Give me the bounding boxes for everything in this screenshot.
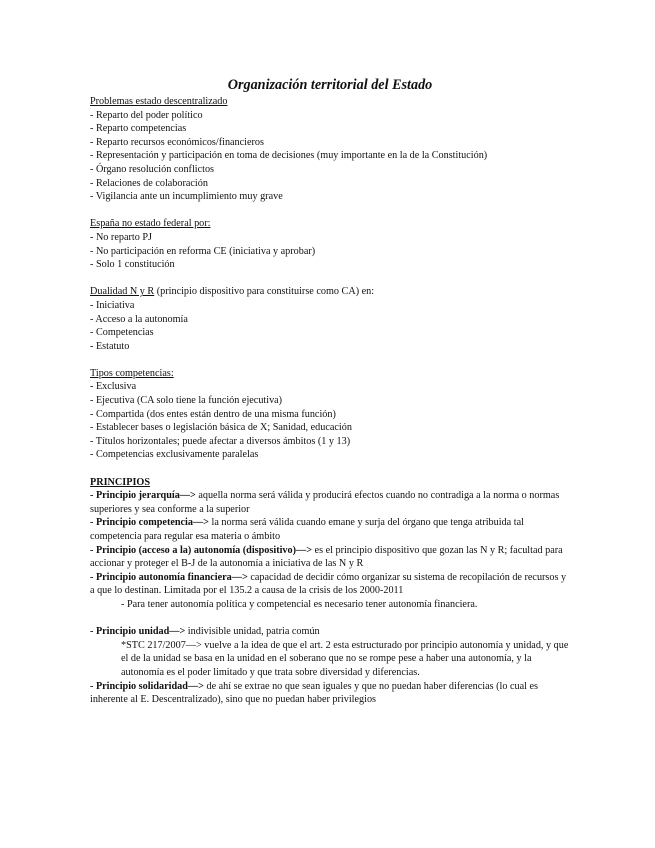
section-heading-tipos: Tipos competencias:: [90, 367, 174, 379]
section-heading-dualidad: Dualidad N y R: [90, 286, 155, 298]
list-espana: [90, 231, 570, 272]
document-page: [90, 76, 570, 707]
principle-label: - Principio autonomía financiera—>: [90, 571, 248, 583]
list-item: - Exclusiva: [90, 381, 137, 393]
list-item: - Iniciativa: [90, 299, 135, 311]
principle-autonomia: [90, 544, 570, 571]
list-item: - Competencias exclusivamente paralelas: [90, 449, 259, 461]
section-heading-espana: España no estado federal por:: [90, 218, 211, 230]
list-item: - Estatuto: [90, 340, 130, 352]
principle-label: - Principio (acceso a la) autonomía (dispositivo)—>: [90, 544, 312, 556]
spacer: [90, 462, 570, 476]
principle-label: - Principio jerarquía—>: [90, 490, 196, 502]
list-item: - Solo 1 constitución: [90, 259, 175, 271]
section-heading-dualidad-line: [90, 285, 570, 299]
principle-text: aquella norma será válida y producirá efectos cuando no contradiga a la norma o normas superiores y sea conforme a la superior: [90, 490, 560, 515]
section-heading-problemas: Problemas estado descentralizado: [90, 96, 228, 107]
spacer: [90, 272, 570, 286]
principle-text: de ahí se extrae no que sean iguales y que no puedan haber diferencias (lo cual es inherente al E. Descentralizado), sino que no puedan haber privilegios: [90, 680, 538, 706]
list-item: - Reparto del poder político: [90, 109, 203, 121]
list-subitem: - Establecer bases o legislación básica de X; Sanidad, educación: [90, 422, 352, 434]
list-item: - Competencias: [90, 327, 154, 339]
spacer: [90, 612, 570, 626]
list-item: - Relaciones de colaboración: [90, 177, 208, 189]
section-heading-principios: PRINCIPIOS: [90, 476, 151, 488]
spacer: [90, 204, 570, 218]
principle-solidaridad: [90, 680, 570, 707]
list-dualidad: [90, 299, 570, 353]
principle-text: indivisible unidad, patria común: [185, 626, 320, 638]
principle-competencia: [90, 516, 570, 543]
principle-text: la norma será válida cuando emane y surja del órgano que tenga atribuida tal competencia para regular esa materia o ámbito: [90, 517, 524, 542]
principle-jerarquia: [90, 489, 570, 516]
list-item: - No participación en reforma CE (iniciativa y aprobar): [90, 245, 316, 257]
principle-label: - Principio solidaridad—>: [90, 680, 204, 692]
list-item: - Compartida (dos entes están dentro de una misma función): [90, 408, 336, 420]
principle-autonomia-financiera: [90, 571, 570, 598]
principle-subnote: *STC 217/2007—> vuelve a la idea de que el art. 2 esta estructurado por principio autonomía y unidad, y que el de la unidad se basa en la unidad en el soberano que no se rompe pese a haber una autonomía, y la autonomía es el poder limitado y que trata sobre diversidad y diferencias.: [121, 639, 569, 678]
spacer: [90, 353, 570, 367]
list-item: - Acceso a la autonomía: [90, 313, 188, 325]
list-item: - Vigilancia ante un incumplimiento muy grave: [90, 191, 283, 203]
principle-label: - Principio unidad—>: [90, 626, 186, 638]
list-tipos: [90, 380, 570, 462]
principle-text: es el principio dispositivo que gozan las N y R; facultad para accionar y proteger el B-J de la autonomía a iniciativa de las N y R: [90, 544, 563, 570]
principle-subnote: - Para tener autonomía política y competencial es necesario tener autonomía financiera.: [121, 598, 478, 610]
list-problemas: [90, 109, 570, 204]
list-item: - Reparto recursos económicos/financieros: [90, 136, 264, 148]
section-heading-dualidad-rest: (principio dispositivo para constituirse como CA) en:: [154, 286, 375, 298]
list-item: - Representación y participación en toma de decisiones (muy importante en la de la Constitución): [90, 150, 488, 162]
list-item: - Órgano resolución conflictos: [90, 163, 215, 175]
list-item: - Ejecutiva (CA solo tiene la función ejecutiva): [90, 395, 283, 407]
principle-label: - Principio competencia—>: [90, 517, 209, 529]
document-title: Organización territorial del Estado: [227, 77, 433, 93]
list-item: - No reparto PJ: [90, 231, 152, 243]
list-item: - Títulos horizontales; puede afectar a diversos ámbitos (1 y 13): [90, 435, 351, 447]
principle-unidad: [90, 625, 570, 639]
principle-text: capacidad de decidir cómo organizar su sistema de recopilación de recursos y a que lo destinan. Limitada por el 135.2 a causa de la crisis de los 2000-2011: [90, 571, 567, 597]
list-item: - Reparto competencias: [90, 123, 187, 135]
